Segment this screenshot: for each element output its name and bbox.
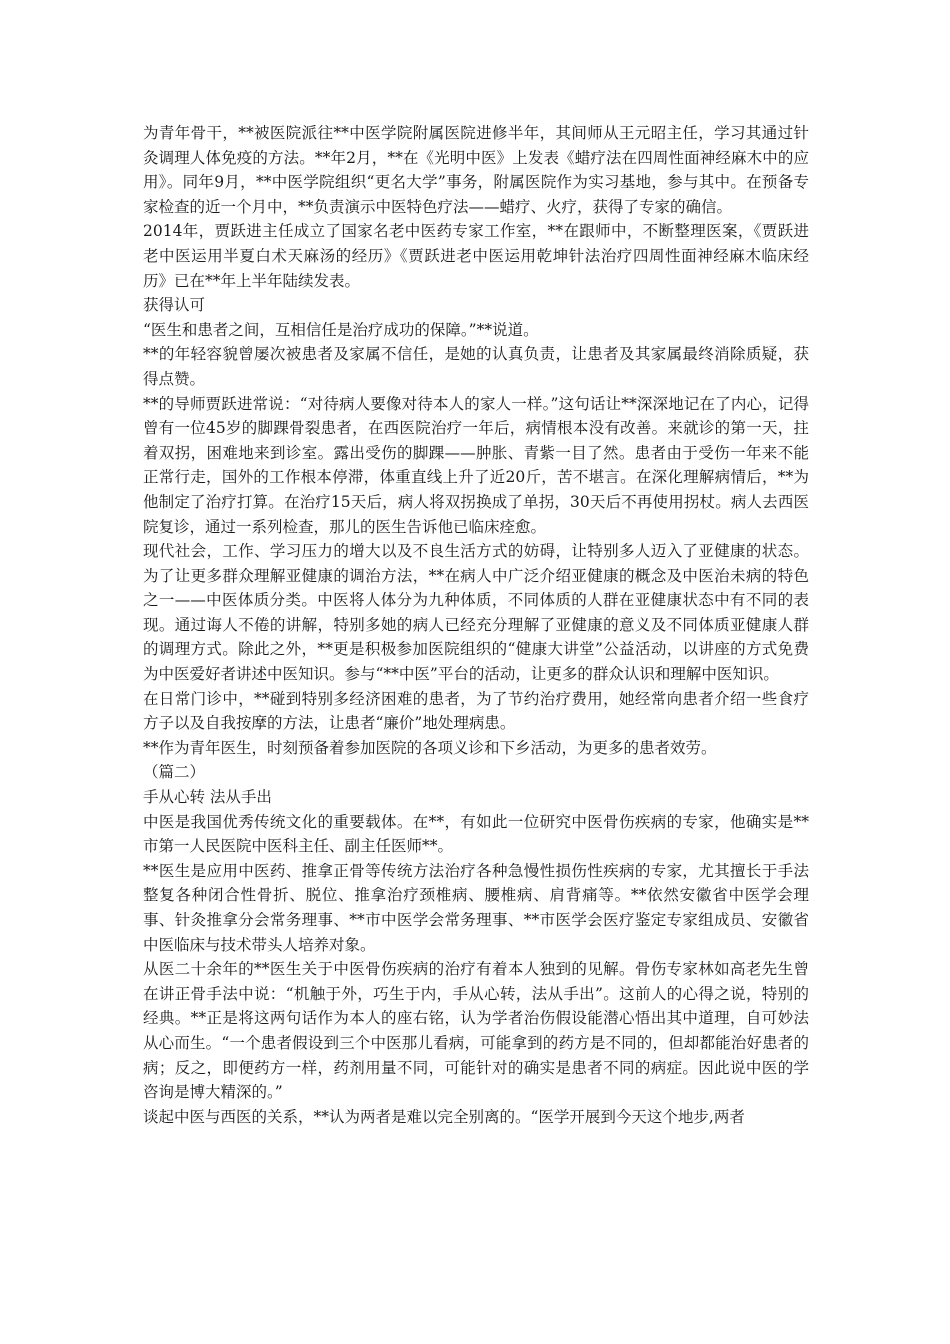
paragraph-3: “医生和患者之间，互相信任是治疗成功的保障。”**说道。 bbox=[143, 320, 539, 339]
paragraph-5: **的导师贾跃进常说：“对待病人要像对待本人的家人一样。”这句话让**深深地记在了内心，记得曾有一位45岁的脚踝骨裂患者，在西医院治疗一年后，病情根本没有改善。来就诊的第一天，拄着双拐，困难地来到诊室。露出受伤的脚踝——肿胀、青紫一目了然。患者由于受伤一年来不能正常行走，国外的工作根本停滞，体重直线上升了近20斤，苦不堪言。在深化理解病情后，**为他制定了治疗打算。在治疗15天后，病人将双拐换成了单拐，30天后不再使用拐杖。病人去西医院复诊，通过一系列检查，那儿的医生告诉他已临床痊愈。 bbox=[143, 394, 809, 536]
part-two-label: （篇二） bbox=[143, 763, 206, 782]
document-body bbox=[143, 121, 809, 1129]
paragraph-7: 在日常门诊中，**碰到特别多经济困难的患者，为了节约治疗费用，她经常向患者介绍一些食疗方子以及自我按摩的方法，让患者“廉价”地处理病患。 bbox=[143, 689, 809, 733]
article-title: 手从心转 法从手出 bbox=[143, 788, 272, 807]
paragraph-8: **作为青年医生，时刻预备着参加医院的各项义诊和下乡活动，为更多的患者效劳。 bbox=[143, 738, 717, 757]
paragraph-10: **医生是应用中医药、推拿正骨等传统方法治疗各种急慢性损伤性疾病的专家，尤其擅长于手法整复各种闭合性骨折、脱位、推拿治疗颈椎病、腰椎病、肩背痛等。**依然安徽省中医学会理事、针灸推拿分会常务理事、**市中医学会常务理事、**市医学会医疗鉴定专家组成员、安徽省中医临床与技术带头人培养对象。 bbox=[143, 861, 809, 954]
paragraph-4: **的年轻容貌曾屡次被患者及家属不信任，是她的认真负责，让患者及其家属最终消除质疑，获得点赞。 bbox=[143, 345, 809, 388]
paragraph-2: 2014年，贾跃进主任成立了国家名老中医药专家工作室，**在跟师中，不断整理医案，《贾跃进老中医运用半夏白术天麻汤的经历》《贾跃进老中医运用乾坤针法治疗四周性面神经麻木临床经历》已在**年上半年陆续发表。 bbox=[143, 222, 809, 290]
paragraph-12: 谈起中医与西医的关系，**认为两者是难以完全别离的。“医学开展到今天这个地步,两者 bbox=[143, 1107, 745, 1126]
paragraph-9: 中医是我国优秀传统文化的重要载体。在**，有如此一位研究中医骨伤疾病的专家，他确实是**市第一人民医院中医科主任、副主任医师**。 bbox=[143, 812, 809, 856]
paragraph-11: 从医二十余年的**医生关于中医骨伤疾病的治疗有着本人独到的见解。骨伤专家林如高老先生曾在讲正骨手法中说：“机触于外，巧生于内，手从心转，法从手出”。这前人的心得之说，特别的经典。**正是将这两句话作为本人的座右铭，认为学者治伤假设能潜心悟出其中道理，自可妙法从心而生。“一个患者假设到三个中医那儿看病，可能拿到的药方是不同的，但却都能治好患者的病；反之，即便药方一样，药剂用量不同，可能针对的确实是患者不同的病症。因此说中医的学咨询是博大精深的。” bbox=[143, 960, 809, 1102]
paragraph-6: 现代社会，工作、学习压力的增大以及不良生活方式的妨碍，让特别多人迈入了亚健康的状态。为了让更多群众理解亚健康的调治方法，**在病人中广泛介绍亚健康的概念及中医治未病的特色之一——中医体质分类。中医将人体分为九种体质，不同体质的人群在亚健康状态中有不同的表现。通过诲人不倦的讲解，特别多她的病人已经充分理解了亚健康的意义及不同体质亚健康人群的调理方式。除此之外，**更是积极参加医院组织的“健康大讲堂”公益活动，以讲座的方式免费为中医爱好者讲述中医知识。参与“**中医”平台的活动，让更多的群众认识和理解中医知识。 bbox=[143, 542, 809, 684]
section-heading-recognition: 获得认可 bbox=[143, 296, 206, 315]
paragraph-1: 为青年骨干，**被医院派往**中医学院附属医院进修半年，其间师从王元昭主任，学习其通过针灸调理人体免疫的方法。**年2月，**在《光明中医》上发表《蜡疗法在四周性面神经麻木中的应用》。同年9月，**中医学院组织“更名大学”事务，附属医院作为实习基地，参与其中。在预备专家检查的近一个月中，**负责演示中医特色疗法——蜡疗、火疗，获得了专家的确信。 bbox=[143, 124, 809, 216]
